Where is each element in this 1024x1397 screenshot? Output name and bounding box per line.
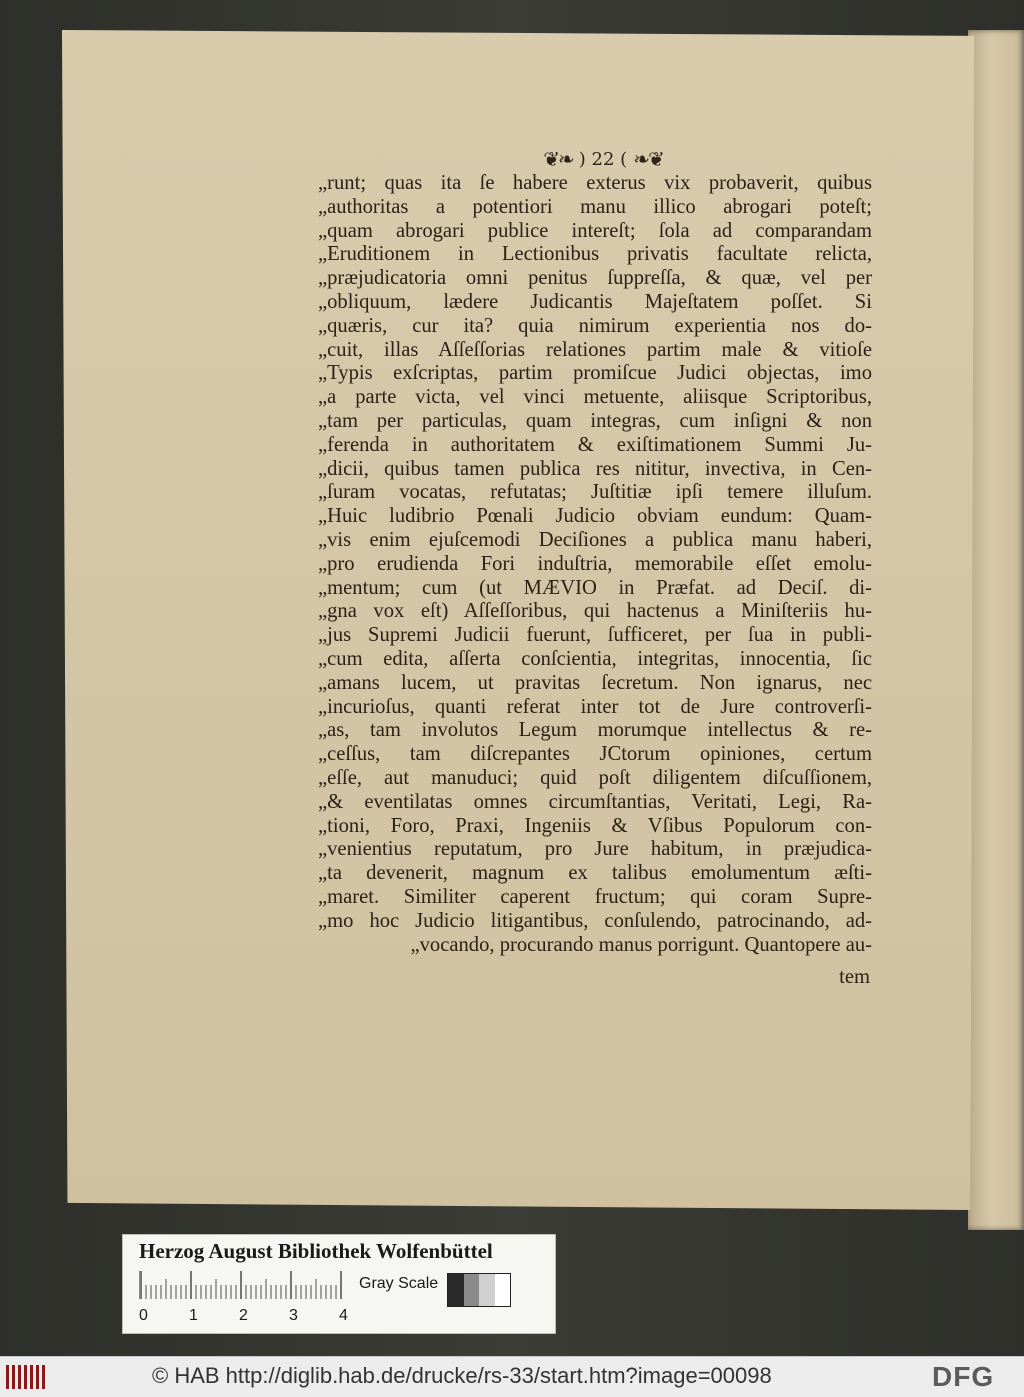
text-line: „amans lucem, ut pravitas ſecretum. Non ignarus, nec bbox=[318, 671, 872, 694]
ruler-number: 4 bbox=[339, 1307, 348, 1324]
page-header bbox=[528, 146, 678, 172]
text-line: „ta devenerit, magnum ex talibus emolumentum æſti- bbox=[318, 862, 872, 885]
gray-patch bbox=[495, 1274, 511, 1306]
gray-patch bbox=[479, 1274, 495, 1306]
library-name: Herzog August Bibliothek Wolfenbüttel bbox=[139, 1239, 493, 1263]
page-number: ) 22 ( bbox=[578, 148, 628, 170]
text-line: „ſuram vocatas, refutatas; Juſtitiæ ipſi temere illuſum. bbox=[318, 481, 872, 504]
text-line: „præjudicatoria omni penitus ſuppreſſa, & quæ, vel per bbox=[318, 267, 872, 290]
ornament-left-icon: ❦❧ bbox=[543, 147, 573, 171]
text-line: „vis enim ejuſcemodi Deciſiones a publica manu haberi, bbox=[318, 528, 872, 551]
text-line: „tioni, Foro, Praxi, Ingeniis & Vſibus Populorum con- bbox=[318, 814, 872, 837]
text-line: „cuit, illas Aſſeſſorias relationes partim male & vitioſe bbox=[318, 338, 872, 361]
text-line: „ferenda in authoritatem & exiſtimationem Summi Ju- bbox=[318, 433, 872, 456]
text-line: „eſſe, aut manuduci; quid poſt diligentem diſcuſſionem, bbox=[318, 766, 872, 789]
gray-patch bbox=[464, 1274, 480, 1306]
catchword: tem bbox=[839, 966, 870, 988]
text-line: „Eruditionem in Lectionibus privatis facultate relicta, bbox=[318, 243, 872, 266]
text-line: „mo hoc Judicio litigantibus, conſulendo, patrocinando, ad- bbox=[318, 909, 872, 932]
text-line: „ceſſus, tam diſcrepantes JCtorum opiniones, certum bbox=[318, 743, 872, 766]
color-calibration-bar bbox=[122, 1234, 556, 1334]
text-line: „dicii, quibus tamen publica res nititur, invectiva, in Cen- bbox=[318, 457, 872, 480]
text-line: „venientius reputatum, pro Jure habitum, in præjudica- bbox=[318, 838, 872, 861]
text-line: „as, tam involutos Legum morumque intellectus & re- bbox=[318, 719, 872, 742]
text-line: „runt; quas ita ſe habere exterus vix probaverit, quibus bbox=[318, 172, 872, 194]
text-line: „a parte victa, vel vinci metuente, aliisque Scriptoribus, bbox=[318, 386, 872, 409]
permalink-credit[interactable]: © HAB http://diglib.hab.de/drucke/rs-33/start.htm?image=00098 bbox=[152, 1363, 772, 1388]
ruler-number: 2 bbox=[239, 1307, 248, 1324]
gray-patch bbox=[448, 1274, 464, 1306]
text-line: „cum edita, aſſerta conſcientia, integritas, innocentia, ſic bbox=[318, 647, 872, 670]
body-text bbox=[318, 172, 872, 957]
text-line: „obliquum, lædere Judicantis Majeſtatem poſſet. Si bbox=[318, 290, 872, 313]
text-line: „jus Supremi Judicii fuerunt, ſufficeret, per ſua in publi- bbox=[318, 624, 872, 647]
text-line: „Huic ludibrio Pœnali Judicio obviam eundum: Quam- bbox=[318, 505, 872, 528]
dfg-logo: DFG bbox=[932, 1361, 995, 1392]
text-line: „quæris, cur ita? quia nimirum experientia nos do- bbox=[318, 314, 872, 337]
ruler-scale bbox=[139, 1269, 369, 1301]
text-line: „authoritas a potentiori manu illico abrogari poteſt; bbox=[318, 195, 872, 218]
ruler-number: 3 bbox=[289, 1307, 298, 1324]
ruler-number: 1 bbox=[189, 1307, 198, 1324]
text-line: „maret. Similiter caperent fructum; qui coram Supre- bbox=[318, 885, 872, 908]
text-line: „& eventilatas omnes circumſtantias, Veritati, Legi, Ra- bbox=[318, 790, 872, 813]
text-line: „vocando, procurando manus porrigunt. Quantopere au- bbox=[410, 933, 872, 956]
gray-scale-label: Gray Scale bbox=[359, 1275, 439, 1292]
text-line: „gna vox eſt) Aſſeſſoribus, qui hactenus a Miniſteriis hu- bbox=[318, 600, 872, 623]
ornament-right-icon: ❧❦ bbox=[633, 147, 663, 171]
viewer-footer bbox=[0, 1356, 1024, 1397]
text-line: „Typis exſcriptas, partim promiſcue Judici objectas, imo bbox=[318, 362, 872, 385]
text-line: „tam per particulas, quam integras, cum inſigni & non bbox=[318, 409, 872, 432]
adjacent-page-edge bbox=[968, 30, 1024, 1230]
text-line: „pro erudienda Fori induſtria, memorabile eſſet emolu- bbox=[318, 552, 872, 575]
text-line: „incurioſus, quanti referat inter tot de Jure controverſi- bbox=[318, 695, 872, 718]
ruler-number: 0 bbox=[139, 1307, 148, 1324]
text-line: „quam abrogari publice intereſt; ſola ad comparandam bbox=[318, 219, 872, 242]
text-line: „mentum; cum (ut MÆVIO in Præfat. ad Deciſ. di- bbox=[318, 576, 872, 599]
gray-scale-patches bbox=[447, 1273, 511, 1307]
hab-logo-icon bbox=[6, 1363, 46, 1391]
